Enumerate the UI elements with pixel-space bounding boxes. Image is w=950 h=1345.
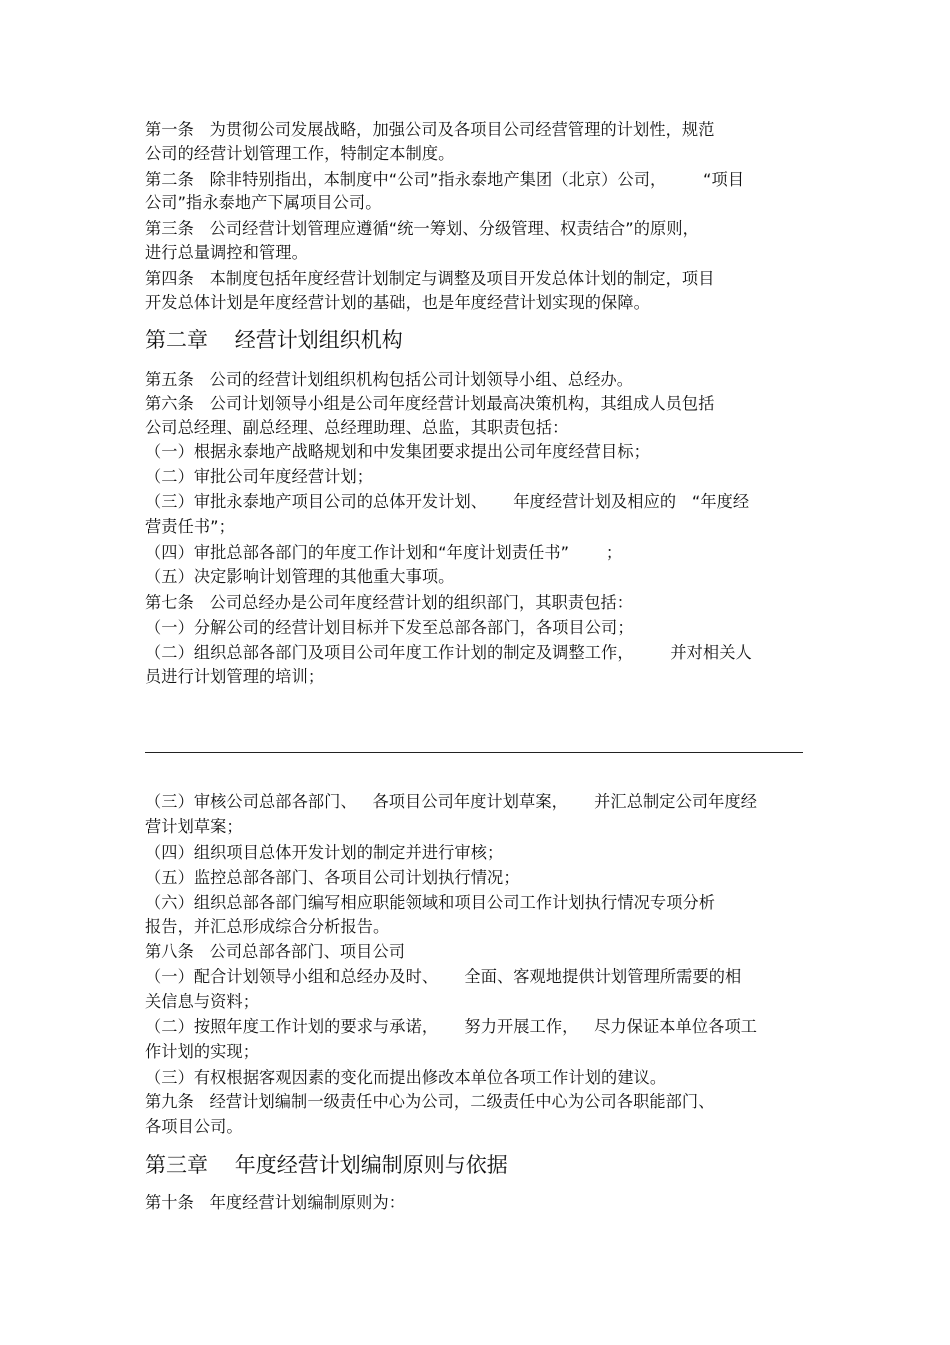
paragraph-line: 第三条 公司经营计划管理应遵循“统一筹划、分级管理、权责结合”的原则，: [145, 219, 699, 238]
paragraph-line: 进行总量调控和管理。: [145, 243, 308, 262]
paragraph-line: 各项目公司。: [145, 1117, 243, 1136]
paragraph-line: （一）根据永泰地产战略规划和中发集团要求提出公司年度经营目标；: [145, 442, 650, 461]
paragraph-line: 作计划的实现；: [145, 1042, 260, 1061]
paragraph-line: （二）审批公司年度经营计划；: [145, 467, 374, 486]
paragraph-line: （二）组织总部各部门及项目公司年度工作计划的制定及调整工作， 并对相关人: [145, 643, 752, 662]
paragraph-line: 报告，并汇总形成综合分析报告。: [145, 917, 390, 936]
paragraph-line: 第五条 公司的经营计划组织机构包括公司计划领导小组、总经办。: [145, 370, 634, 389]
page-divider: [145, 752, 803, 753]
paragraph-line: （五）决定影响计划管理的其他重大事项。: [145, 567, 455, 586]
paragraph-line: 第九条 经营计划编制一级责任中心为公司，二级责任中心为公司各职能部门、: [145, 1092, 715, 1111]
paragraph-line: 营计划草案；: [145, 817, 243, 836]
paragraph-line: 第六条 公司计划领导小组是公司年度经营计划最高决策机构，其组成人员包括: [145, 394, 715, 413]
paragraph-line: （一）分解公司的经营计划目标并下发至总部各部门，各项目公司；: [145, 618, 634, 637]
paragraph-line: 公司总经理、副总经理、总经理助理、总监，其职责包括：: [145, 418, 569, 437]
chapter-heading: 第三章 年度经营计划编制原则与依据: [145, 1153, 508, 1177]
paragraph-line: 关信息与资料；: [145, 992, 260, 1011]
paragraph-line: 开发总体计划是年度经营计划的基础，也是年度经营计划实现的保障。: [145, 293, 650, 312]
paragraph-line: （二）按照年度工作计划的要求与承诺， 努力开展工作， 尽力保证本单位各项工: [145, 1017, 758, 1036]
paragraph-line: 公司的经营计划管理工作，特制定本制度。: [145, 144, 455, 163]
paragraph-line: （四）组织项目总体开发计划的制定并进行审核；: [145, 843, 504, 862]
paragraph-line: 公司”指永泰地产下属项目公司。: [145, 193, 382, 212]
paragraph-line: 第二条 除非特别指出，本制度中“公司”指永泰地产集团（北京）公司， “项目: [145, 170, 745, 189]
paragraph-line: （三）审核公司总部各部门、 各项目公司年度计划草案， 并汇总制定公司年度经: [145, 792, 758, 811]
paragraph-line: （五）监控总部各部门、各项目公司计划执行情况；: [145, 868, 520, 887]
paragraph-line: 第八条 公司总部各部门、项目公司: [145, 942, 406, 961]
paragraph-line: （三）有权根据客观因素的变化而提出修改本单位各项工作计划的建议。: [145, 1068, 667, 1087]
paragraph-line: 第七条 公司总经办是公司年度经营计划的组织部门，其职责包括：: [145, 593, 634, 612]
paragraph-line: 员进行计划管理的培训；: [145, 667, 325, 686]
paragraph-line: （六）组织总部各部门编写相应职能领域和项目公司工作计划执行情况专项分析: [145, 893, 716, 912]
paragraph-line: 第四条 本制度包括年度经营计划制定与调整及项目开发总体计划的制定，项目: [145, 269, 715, 288]
paragraph-line: 第一条 为贯彻公司发展战略，加强公司及各项目公司经营管理的计划性，规范: [145, 120, 715, 139]
paragraph-line: （一）配合计划领导小组和总经办及时、 全面、客观地提供计划管理所需要的相: [145, 967, 742, 986]
paragraph-line: 营责任书”；: [145, 517, 235, 536]
paragraph-line: （三）审批永泰地产项目公司的总体开发计划、 年度经营计划及相应的 “年度经: [145, 492, 750, 511]
chapter-heading: 第二章 经营计划组织机构: [145, 328, 403, 352]
paragraph-line: 第十条 年度经营计划编制原则为：: [145, 1193, 406, 1212]
paragraph-line: （四）审批总部各部门的年度工作计划和“年度计划责任书” ；: [145, 543, 623, 562]
